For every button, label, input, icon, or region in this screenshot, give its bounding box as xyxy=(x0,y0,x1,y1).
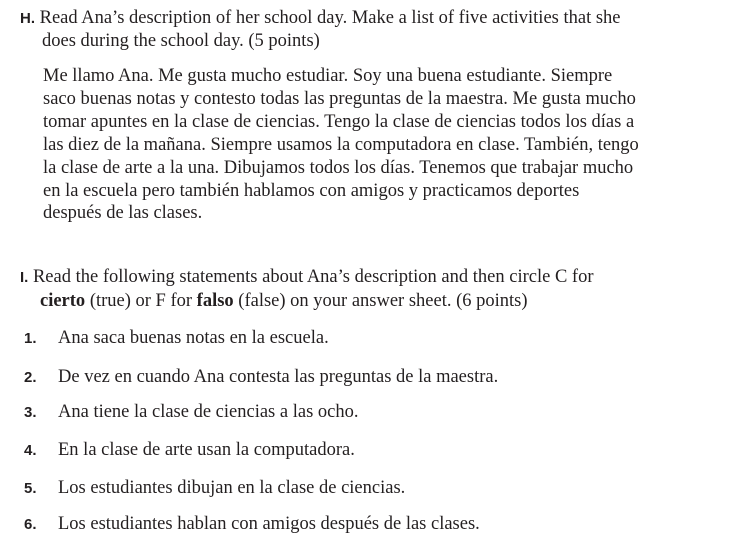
passage-line: saco buenas notas y contesto todas las preguntas de la maestra. Me gusta mucho xyxy=(43,88,636,109)
section-i-prompt-line1 xyxy=(20,266,593,289)
between-text: (true) or F for xyxy=(85,291,197,311)
section-h-prompt-line2: does during the school day. (5 points) xyxy=(42,31,320,51)
section-i-prompt-text: Read the following statements about Ana’s description and then circle C for xyxy=(32,267,594,287)
cierto-word: cierto xyxy=(40,291,86,311)
ana-passage xyxy=(43,65,708,225)
passage-line: las diez de la mañana. Siempre usamos la computadora en clase. También, tengo xyxy=(43,134,639,155)
statement-item xyxy=(24,366,498,389)
statement-number: 4. xyxy=(24,442,37,459)
section-i-label: I. xyxy=(20,269,29,286)
passage-line: en la escuela pero también hablamos con amigos y practicamos deportes xyxy=(43,180,580,201)
statement-item xyxy=(24,327,329,350)
statement-number: 5. xyxy=(24,480,37,497)
statement-text: De vez en cuando Ana contesta las preguntas de la maestra. xyxy=(58,367,499,387)
section-h-prompt-line1 xyxy=(20,7,621,30)
statement-item xyxy=(24,401,358,424)
after-text: (false) on your answer sheet. (6 points) xyxy=(233,291,528,311)
passage-line: después de las clases. xyxy=(43,203,203,224)
statement-item xyxy=(24,439,355,462)
statement-text: Ana saca buenas notas en la escuela. xyxy=(58,328,329,348)
statement-text: En la clase de arte usan la computadora. xyxy=(58,440,355,460)
statement-number: 1. xyxy=(24,330,37,347)
statement-item xyxy=(24,477,405,500)
passage-line: Me llamo Ana. Me gusta mucho estudiar. Soy una buena estudiante. Siempre xyxy=(43,66,613,86)
statement-text: Ana tiene la clase de ciencias a las ocho. xyxy=(58,402,359,422)
statement-number: 6. xyxy=(24,516,37,533)
statement-item xyxy=(24,513,480,536)
statement-text: Los estudiantes dibujan en la clase de ciencias. xyxy=(58,478,406,498)
statement-number: 3. xyxy=(24,404,37,421)
passage-line: tomar apuntes en la clase de ciencias. Tengo la clase de ciencias todos los días a xyxy=(43,111,635,132)
section-h-label: H. xyxy=(20,10,35,27)
section-h-prompt-text: Read Ana’s description of her school day. Make a list of five activities that she xyxy=(39,8,621,28)
statement-number: 2. xyxy=(24,369,37,386)
passage-line: la clase de arte a la una. Dibujamos todos los días. Tenemos que trabajar mucho xyxy=(43,157,634,178)
statement-text: Los estudiantes hablan con amigos después de las clases. xyxy=(58,514,480,534)
section-i-prompt-line2 xyxy=(40,290,528,312)
falso-word: falso xyxy=(196,291,234,311)
